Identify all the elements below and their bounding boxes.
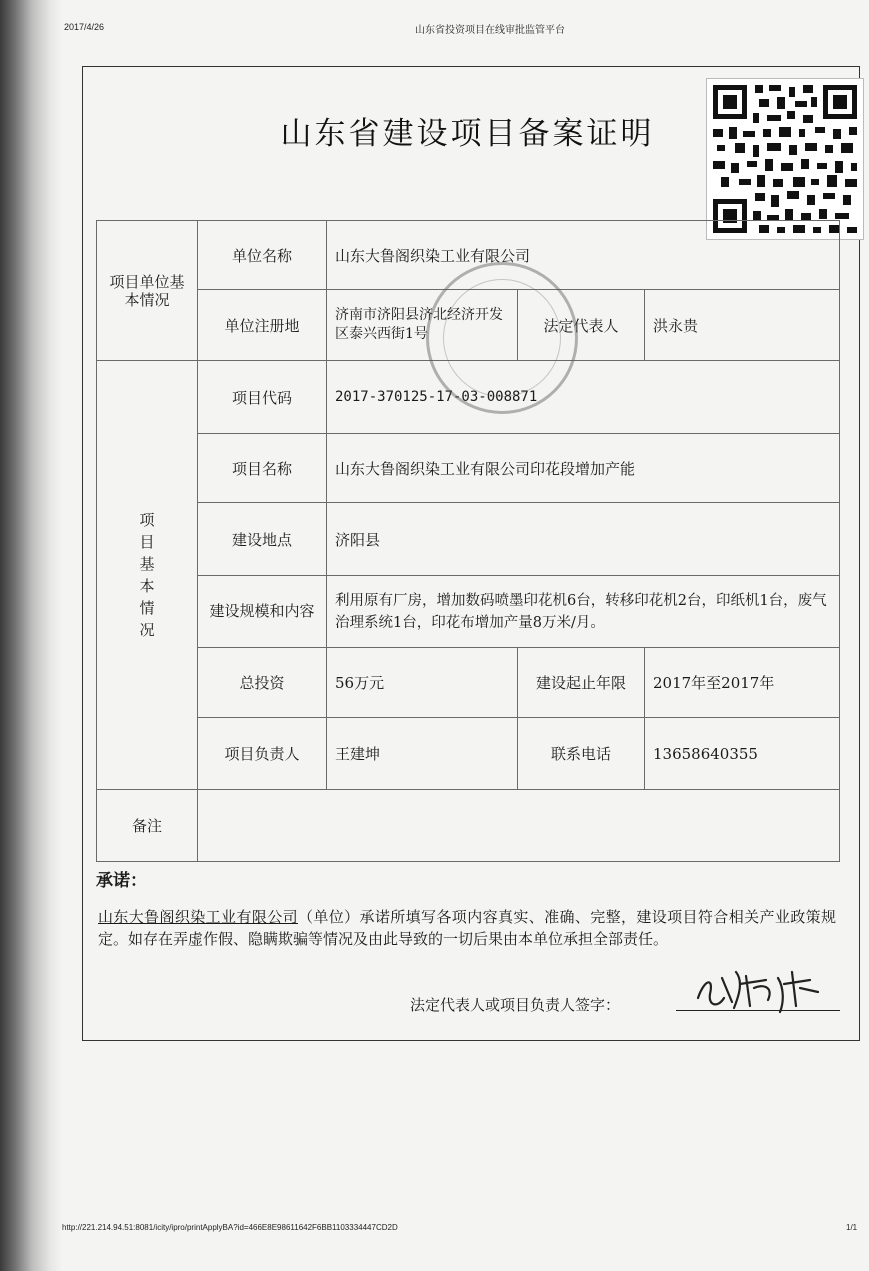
footer-url: http://221.214.94.51:8081/icity/ipro/printApplyBA?id=466E8E98611642F6BB1103334447CD2D: [62, 1223, 398, 1232]
address-value: 济南市济阳县济北经济开发区泰兴西街1号: [327, 290, 518, 361]
company-seal-stamp: [426, 262, 578, 414]
address-label: 单位注册地: [198, 290, 327, 361]
handwritten-signature-icon: [688, 958, 828, 1018]
table-row: [97, 576, 840, 648]
project-section-label-text: 项目基本情况: [139, 511, 155, 639]
print-date: 2017/4/26: [64, 22, 105, 32]
promise-statement: [98, 906, 836, 950]
project-name-label: 项目名称: [198, 434, 327, 503]
table-row: [97, 648, 840, 718]
unit-section-label: 项目单位基本情况: [97, 221, 198, 361]
period-label: 建设起止年限: [518, 648, 645, 718]
promise-heading: 承诺：: [96, 871, 147, 891]
promise-company: 山东大鲁阁织染工业有限公司: [98, 908, 298, 926]
project-code-value: 2017-370125-17-03-008871: [327, 361, 840, 434]
investment-label: 总投资: [198, 648, 327, 718]
investment-value: 56万元: [327, 648, 518, 718]
promise-text: （单位）承诺所填写各项内容真实、准确、完整，建设项目符合相关产业政策规定。如存在弄虚作假、隐瞒欺骗等情况及由此导致的一切后果由本单位承担全部责任。: [98, 908, 836, 948]
table-row: [97, 434, 840, 503]
unit-name-label: 单位名称: [198, 221, 327, 290]
qr-code-icon: [706, 78, 864, 240]
remarks-value: [198, 790, 840, 862]
signature-label: 法定代表人或项目负责人签字：: [410, 996, 621, 1014]
location-label: 建设地点: [198, 503, 327, 576]
legal-rep-value: 洪永贵: [645, 290, 840, 361]
legal-rep-label: 法定代表人: [518, 290, 645, 361]
location-value: 济阳县: [327, 503, 840, 576]
phone-label: 联系电话: [518, 718, 645, 790]
remarks-label: 备注: [97, 790, 198, 862]
platform-name: 山东省投资项目在线审批监管平台: [415, 25, 565, 36]
scan-binding-shadow: [0, 0, 62, 1271]
scale-value: 利用原有厂房，增加数码喷墨印花机6台，转移印花机2台，印纸机1台，废气治理系统1台，印花布增加产量8万米/月。: [327, 576, 840, 648]
document-title: 山东省建设项目备案证明: [280, 116, 655, 152]
project-section-label: [97, 361, 198, 790]
table-row: [97, 503, 840, 576]
company-seal-inner-ring: [443, 279, 561, 397]
footer-page-number: 1/1: [846, 1223, 858, 1232]
scale-label: 建设规模和内容: [198, 576, 327, 648]
project-code-label: 项目代码: [198, 361, 327, 434]
unit-name-value: 山东大鲁阁织染工业有限公司: [327, 221, 840, 290]
table-row: [97, 790, 840, 862]
manager-label: 项目负责人: [198, 718, 327, 790]
manager-value: 王建坤: [327, 718, 518, 790]
project-name-value: 山东大鲁阁织染工业有限公司印花段增加产能: [327, 434, 840, 503]
table-row: [97, 718, 840, 790]
phone-value: 13658640355: [645, 718, 840, 790]
period-value: 2017年至2017年: [645, 648, 840, 718]
